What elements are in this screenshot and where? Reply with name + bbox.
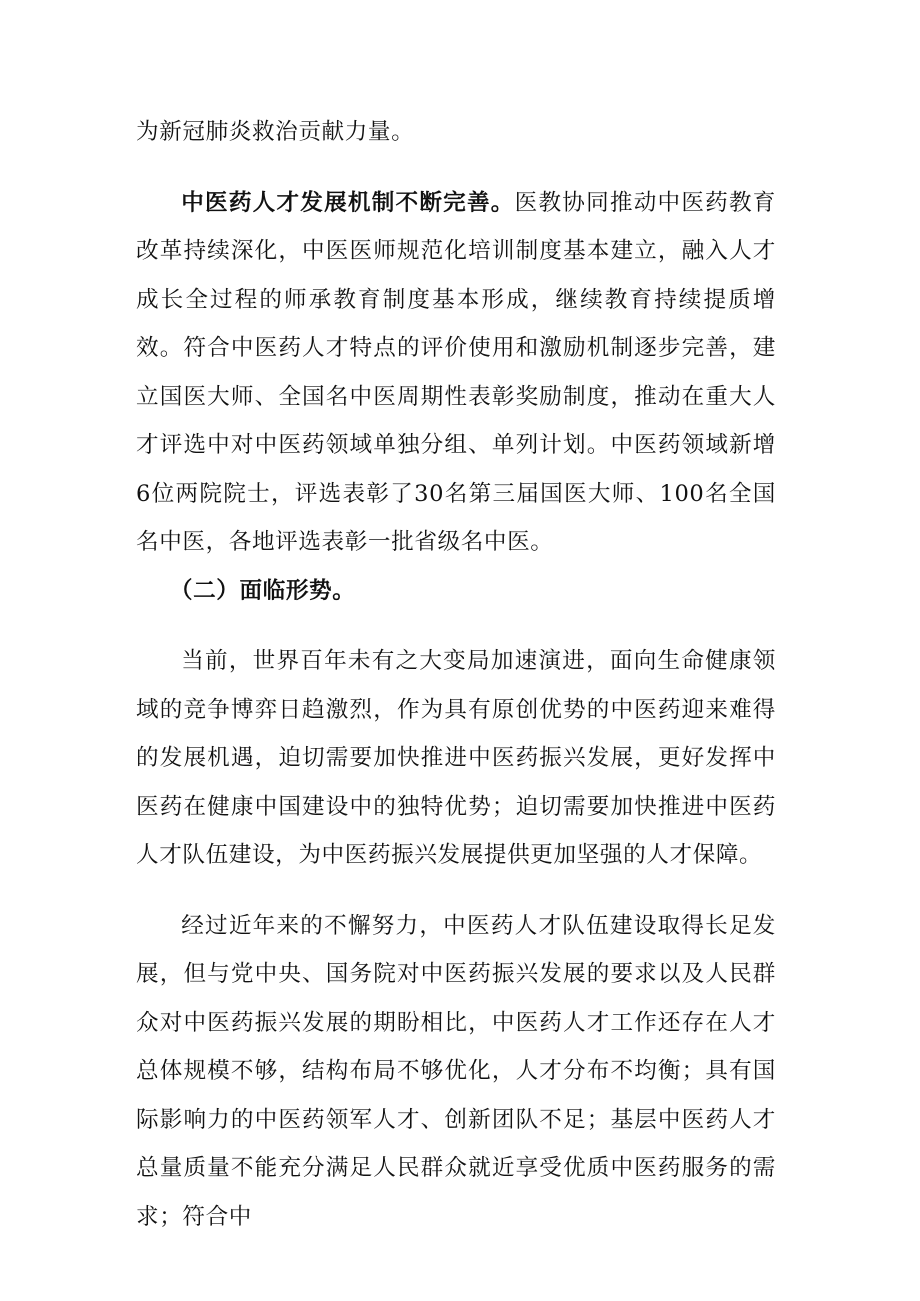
paragraph-challenges: 经过近年来的不懈努力，中医药人才队伍建设取得长足发展，但与党中央、国务院对中医药振兴发展的要求以及人民群众对中医药振兴发展的期盼相比，中医药人才工作还存在人才总体规模不够，结构布局不够优化，人才分布不均衡；具有国际影响力的中医药领军人才、创新团队不足；基层中医药人才总量质量不能充分满足人民群众就近享受优质中医药服务的需求；符合中 — [136, 912, 776, 1230]
paragraph-current-situation: 当前，世界百年未有之大变局加速演进，面向生命健康领域的竞争博弈日趋激烈，作为具有原创优势的中医药迎来难得的发展机遇，迫切需要加快推进中医药振兴发展，更好发挥中医药在健康中国建设中的独特优势；迫切需要加快推进中医药人才队伍建设，为中医药振兴发展提供更加坚强的人才保障。 — [136, 648, 776, 868]
paragraph-body: 医教协同推动中医药教育改革持续深化，中医医师规范化培训制度基本建立，融入人才成长全过程的师承教育制度基本形成，继续教育持续提质增效。符合中医药人才特点的评价使用和激励机制逐步完善，建立国医大师、全国名中医周期性表彰奖励制度，推动在重大人才评选中对中医药领域单独分组、单列计划。中医药领域新增6位两院院士，评选表彰了30名第三届国医大师、100名全国名中医，各地评选表彰一批省级名中医。 — [136, 189, 776, 555]
document-page — [136, 108, 776, 1241]
paragraph-talent-mechanism — [136, 179, 776, 567]
section-heading: （二）面临形势。 — [169, 577, 356, 604]
paragraph-lead-bold: 中医药人才发展机制不断完善。 — [181, 189, 515, 216]
paragraph-continuation: 为新冠肺炎救治贡献力量。 — [136, 119, 415, 145]
